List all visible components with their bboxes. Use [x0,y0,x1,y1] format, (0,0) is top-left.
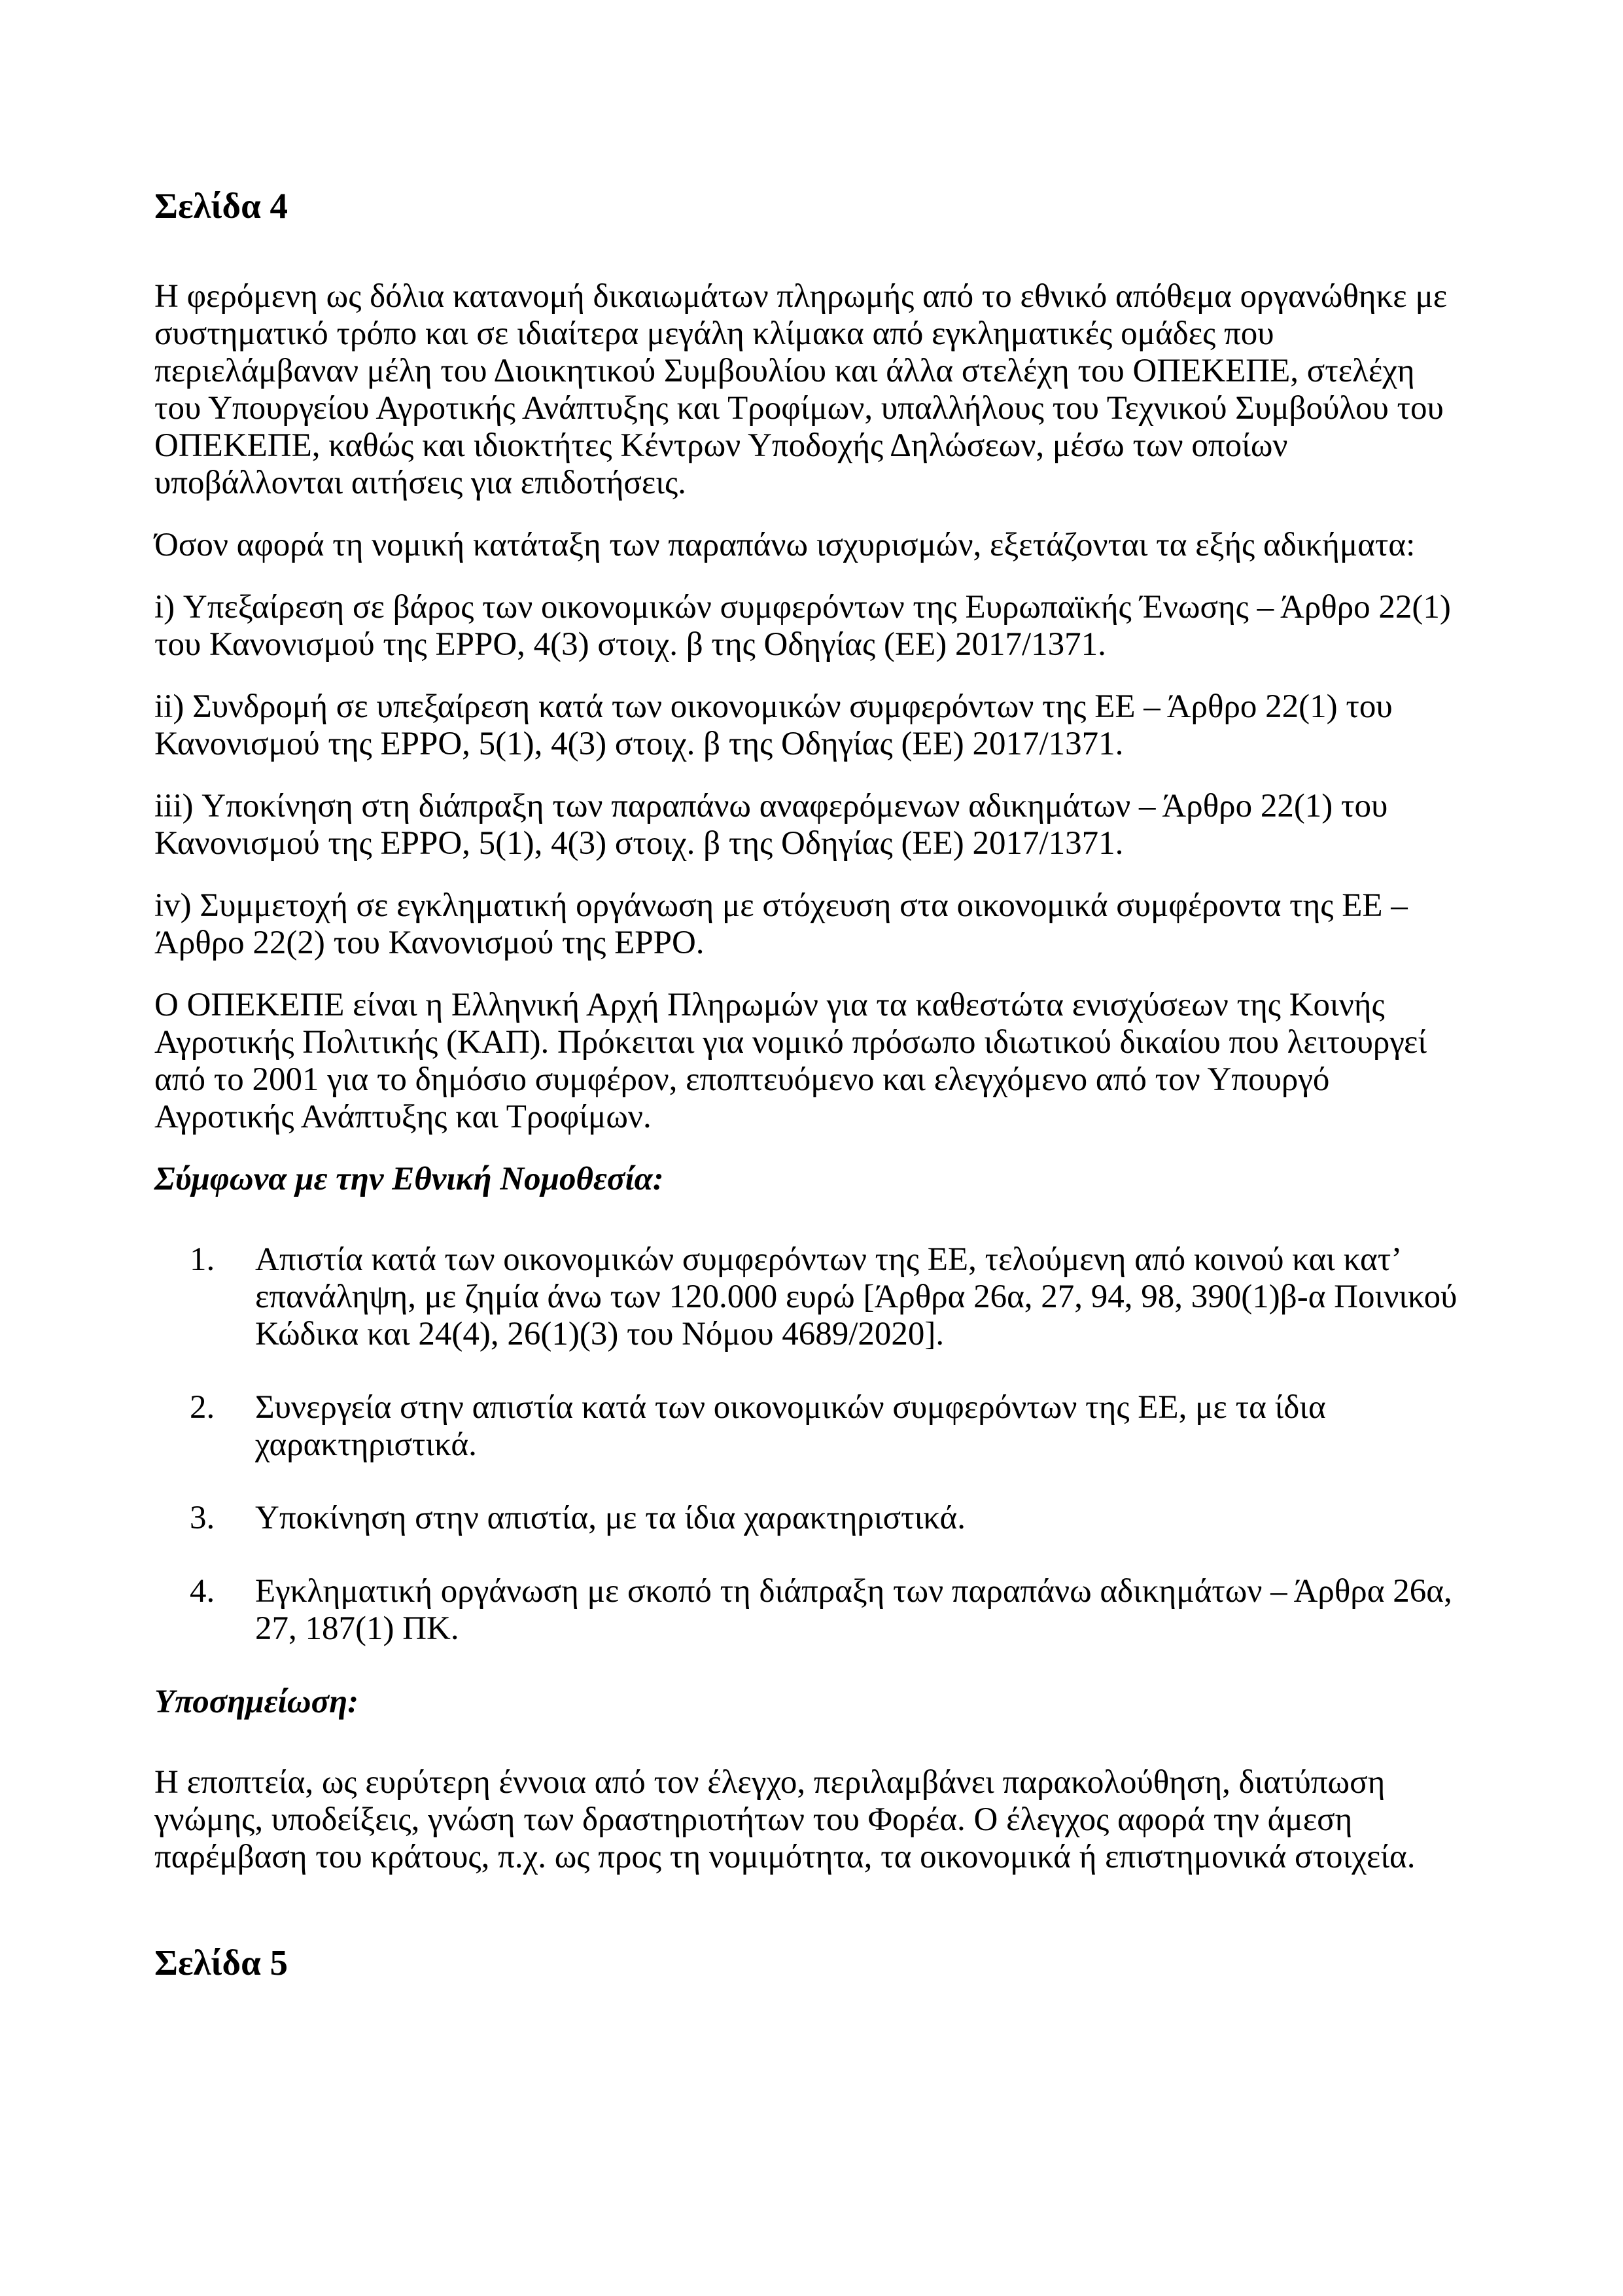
intro-paragraph: Η φερόμενη ως δόλια κατανομή δικαιωμάτων πληρωμής από το εθνικό απόθεμα οργανώθηκε με συστηματικό τρόπο και σε ιδιαίτερα μεγάλη κλίμακα από εγκληματικές ομάδες που περιελάμβαναν μέλη του Διοικητικού Συμβουλίου και άλλα στελέχη του ΟΠΕΚΕΠΕ, στελέχη του Υπουργείου Αγροτικής Ανάπτυξης και Τροφίμων, υπαλλήλους του Τεχνικού Συμβούλου του ΟΠΕΚΕΠΕ, καθώς και ιδιοκτήτες Κέντρων Υποδοχής Δηλώσεων, μέσω των οποίων υποβάλλονται αιτήσεις για επιδοτήσεις. [154,278,1448,501]
list-item-number: 2. [190,1389,215,1426]
footnote-paragraph: Η εποπτεία, ως ευρύτερη έννοια από τον έλεγχο, περιλαμβάνει παρακολούθηση, διατύπωση γνώμης, υποδείξεις, γνώση των δραστηριοτήτων του Φορέα. Ο έλεγχος αφορά την άμεση παρέμβαση του κράτους, π.χ. ως προς τη νομιμότητα, τα οικονομικά ή επιστημονικά στοιχεία. [154,1764,1416,1875]
offence-paragraph-i: i) Υπεξαίρεση σε βάρος των οικονομικών συμφερόντων της Ευρωπαϊκής Ένωσης – Άρθρο 22(1) του Κανονισμού της EPPO, 4(3) στοιχ. β της Οδηγίας (ΕΕ) 2017/1371. [154,589,1451,663]
list-item [154,1241,1469,1353]
list-item-number: 4. [190,1573,215,1610]
list-item-text: Εγκληματική οργάνωση με σκοπό τη διάπραξη των παραπάνω αδικημάτων – Άρθρα 26α, 27, 187(1) ΠΚ. [255,1573,1452,1647]
page4-heading: Σελίδα 4 [154,186,288,226]
list-item [154,1573,1469,1648]
legal-classification-paragraph: Όσον αφορά τη νομική κατάταξη των παραπάνω ισχυρισμών, εξετάζονται τα εξής αδικήματα: [154,527,1416,563]
offence-paragraph-iii: iii) Υποκίνηση στη διάπραξη των παραπάνω αναφερόμενων αδικημάτων – Άρθρο 22(1) του Κανονισμού της EPPO, 5(1), 4(3) στοιχ. β της Οδηγίας (ΕΕ) 2017/1371. [154,788,1388,862]
list-item-number: 3. [190,1500,215,1536]
list-item-text: Υποκίνηση στην απιστία, με τα ίδια χαρακτηριστικά. [255,1500,966,1536]
list-item-number: 1. [190,1241,215,1278]
page5-heading: Σελίδα 5 [154,1943,288,1983]
offence-paragraph-ii: ii) Συνδρομή σε υπεξαίρεση κατά των οικονομικών συμφερόντων της ΕΕ – Άρθρο 22(1) του Κανονισμού της EPPO, 5(1), 4(3) στοιχ. β της Οδηγίας (ΕΕ) 2017/1371. [154,688,1393,762]
opekepe-paragraph: Ο ΟΠΕΚΕΠΕ είναι η Ελληνική Αρχή Πληρωμών για τα καθεστώτα ενισχύσεων της Κοινής Αγροτικής Πολιτικής (ΚΑΠ). Πρόκειται για νομικό πρόσωπο ιδιωτικού δικαίου που λειτουργεί από το 2001 για το δημόσιο συμφέρον, εποπτευόμενο και ελεγχόμενο από τον Υπουργό Αγροτικής Ανάπτυξης και Τροφίμων. [154,987,1427,1135]
offence-paragraph-iv: iv) Συμμετοχή σε εγκληματική οργάνωση με στόχευση στα οικονομικά συμφέροντα της ΕΕ – Άρθρο 22(2) του Κανονισμού της EPPO. [154,887,1408,961]
national-law-heading: Σύμφωνα με την Εθνική Νομοθεσία: [154,1161,664,1197]
footnote-heading: Υποσημείωση: [154,1684,359,1720]
list-item [154,1389,1469,1464]
national-law-list [154,1241,1469,1648]
list-item-text: Συνεργεία στην απιστία κατά των οικονομικών συμφερόντων της ΕΕ, με τα ίδια χαρακτηριστικά. [255,1389,1326,1463]
list-item-text: Απιστία κατά των οικονομικών συμφερόντων της ΕΕ, τελούμενη από κοινού και κατ’ επανάληψη, με ζημία άνω των 120.000 ευρώ [Άρθρα 26α, 27, 94, 98, 390(1)β-α Ποινικού Κώδικα και 24(4), 26(1)(3) του Νόμου 4689/2020]. [255,1241,1457,1352]
list-item [154,1500,1469,1537]
